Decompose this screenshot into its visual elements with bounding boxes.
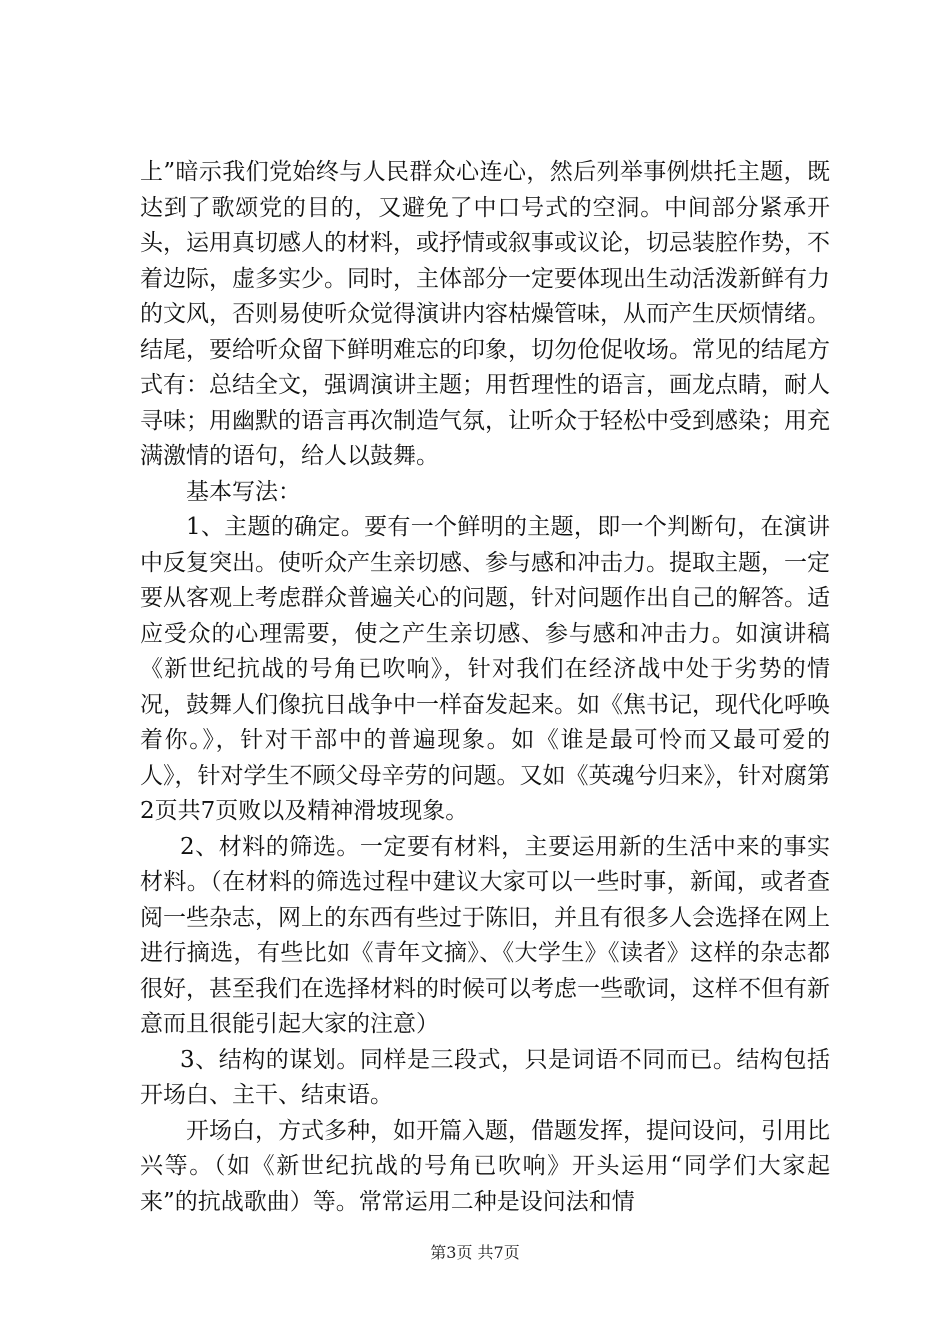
paragraph-basic-methods-heading: 基本写法： bbox=[186, 478, 301, 505]
paragraph-opening: 开场白，方式多种，如开篇入题，借题发挥，提问设问，引用比兴等。（如《新世纪抗战的号角已吹响》开头运用“同学们大家起来”的抗战歌曲）等。常常运用二种是设问法和情 bbox=[140, 1117, 830, 1215]
paragraph-structure: 3、结构的谋划。同样是三段式，只是词语不同而已。结构包括开场白、主干、结束语。 bbox=[140, 1046, 830, 1108]
page-footer: 第3页 共7页 bbox=[430, 1243, 520, 1262]
paragraph-continuation: 上”暗示我们党始终与人民群众心连心，然后列举事例烘托主题，既达到了歌颂党的目的，又避免了中口号式的空洞。中间部分紧承开头，运用真切感人的材料，或抒情或叙事或议论，切忌装腔作势，不着边际，虚多实少。同时，主体部分一定要体现出生动活泼新鲜有力的文风，否则易使听众觉得演讲内容枯燥管味，从而产生厌烦情绪。结尾，要给听众留下鲜明难忘的印象，切勿伧促收场。常见的结尾方式有：总结全文，强调演讲主题；用哲理性的语言，画龙点睛，耐人寻味；用幽默的语言再次制造气氛，让听众于轻松中受到感染；用充满激情的语句，给人以鼓舞。 bbox=[140, 159, 830, 469]
document-body bbox=[140, 155, 830, 1220]
paragraph-theme: 1、主题的确定。要有一个鲜明的主题，即一个判断句，在演讲中反复突出。使听众产生亲切感、参与感和冲击力。提取主题，一定要从客观上考虑群众普遍关心的问题，针对问题作出自己的解答。适应受众的心理需要，使之产生亲切感、参与感和冲击力。如演讲稿《新世纪抗战的号角已吹响》，针对我们在经济战中处于劣势的情况，鼓舞人们像抗日战争中一样奋发起来。如《焦书记，现代化呼唤着你。》，针对干部中的普遍现象。如《谁是最可怜而又最可爱的人》，针对学生不顾父母辛劳的问题。又如《英魂兮归来》，针对腐第2页共7页败以及精神滑坡现象。 bbox=[140, 514, 830, 824]
paragraph-material: 2、材料的筛选。一定要有材料，主要运用新的生活中来的事实材料。（在材料的筛选过程中建议大家可以一些时事，新闻，或者查阅一些杂志，网上的东西有些过于陈旧，并且有很多人会选择在网上进行摘选，有些比如《青年文摘》、《大学生》《读者》这样的杂志都很好，甚至我们在选择材料的时候可以考虑一些歌词，这样不但有新意而且很能引起大家的注意） bbox=[140, 833, 830, 1037]
